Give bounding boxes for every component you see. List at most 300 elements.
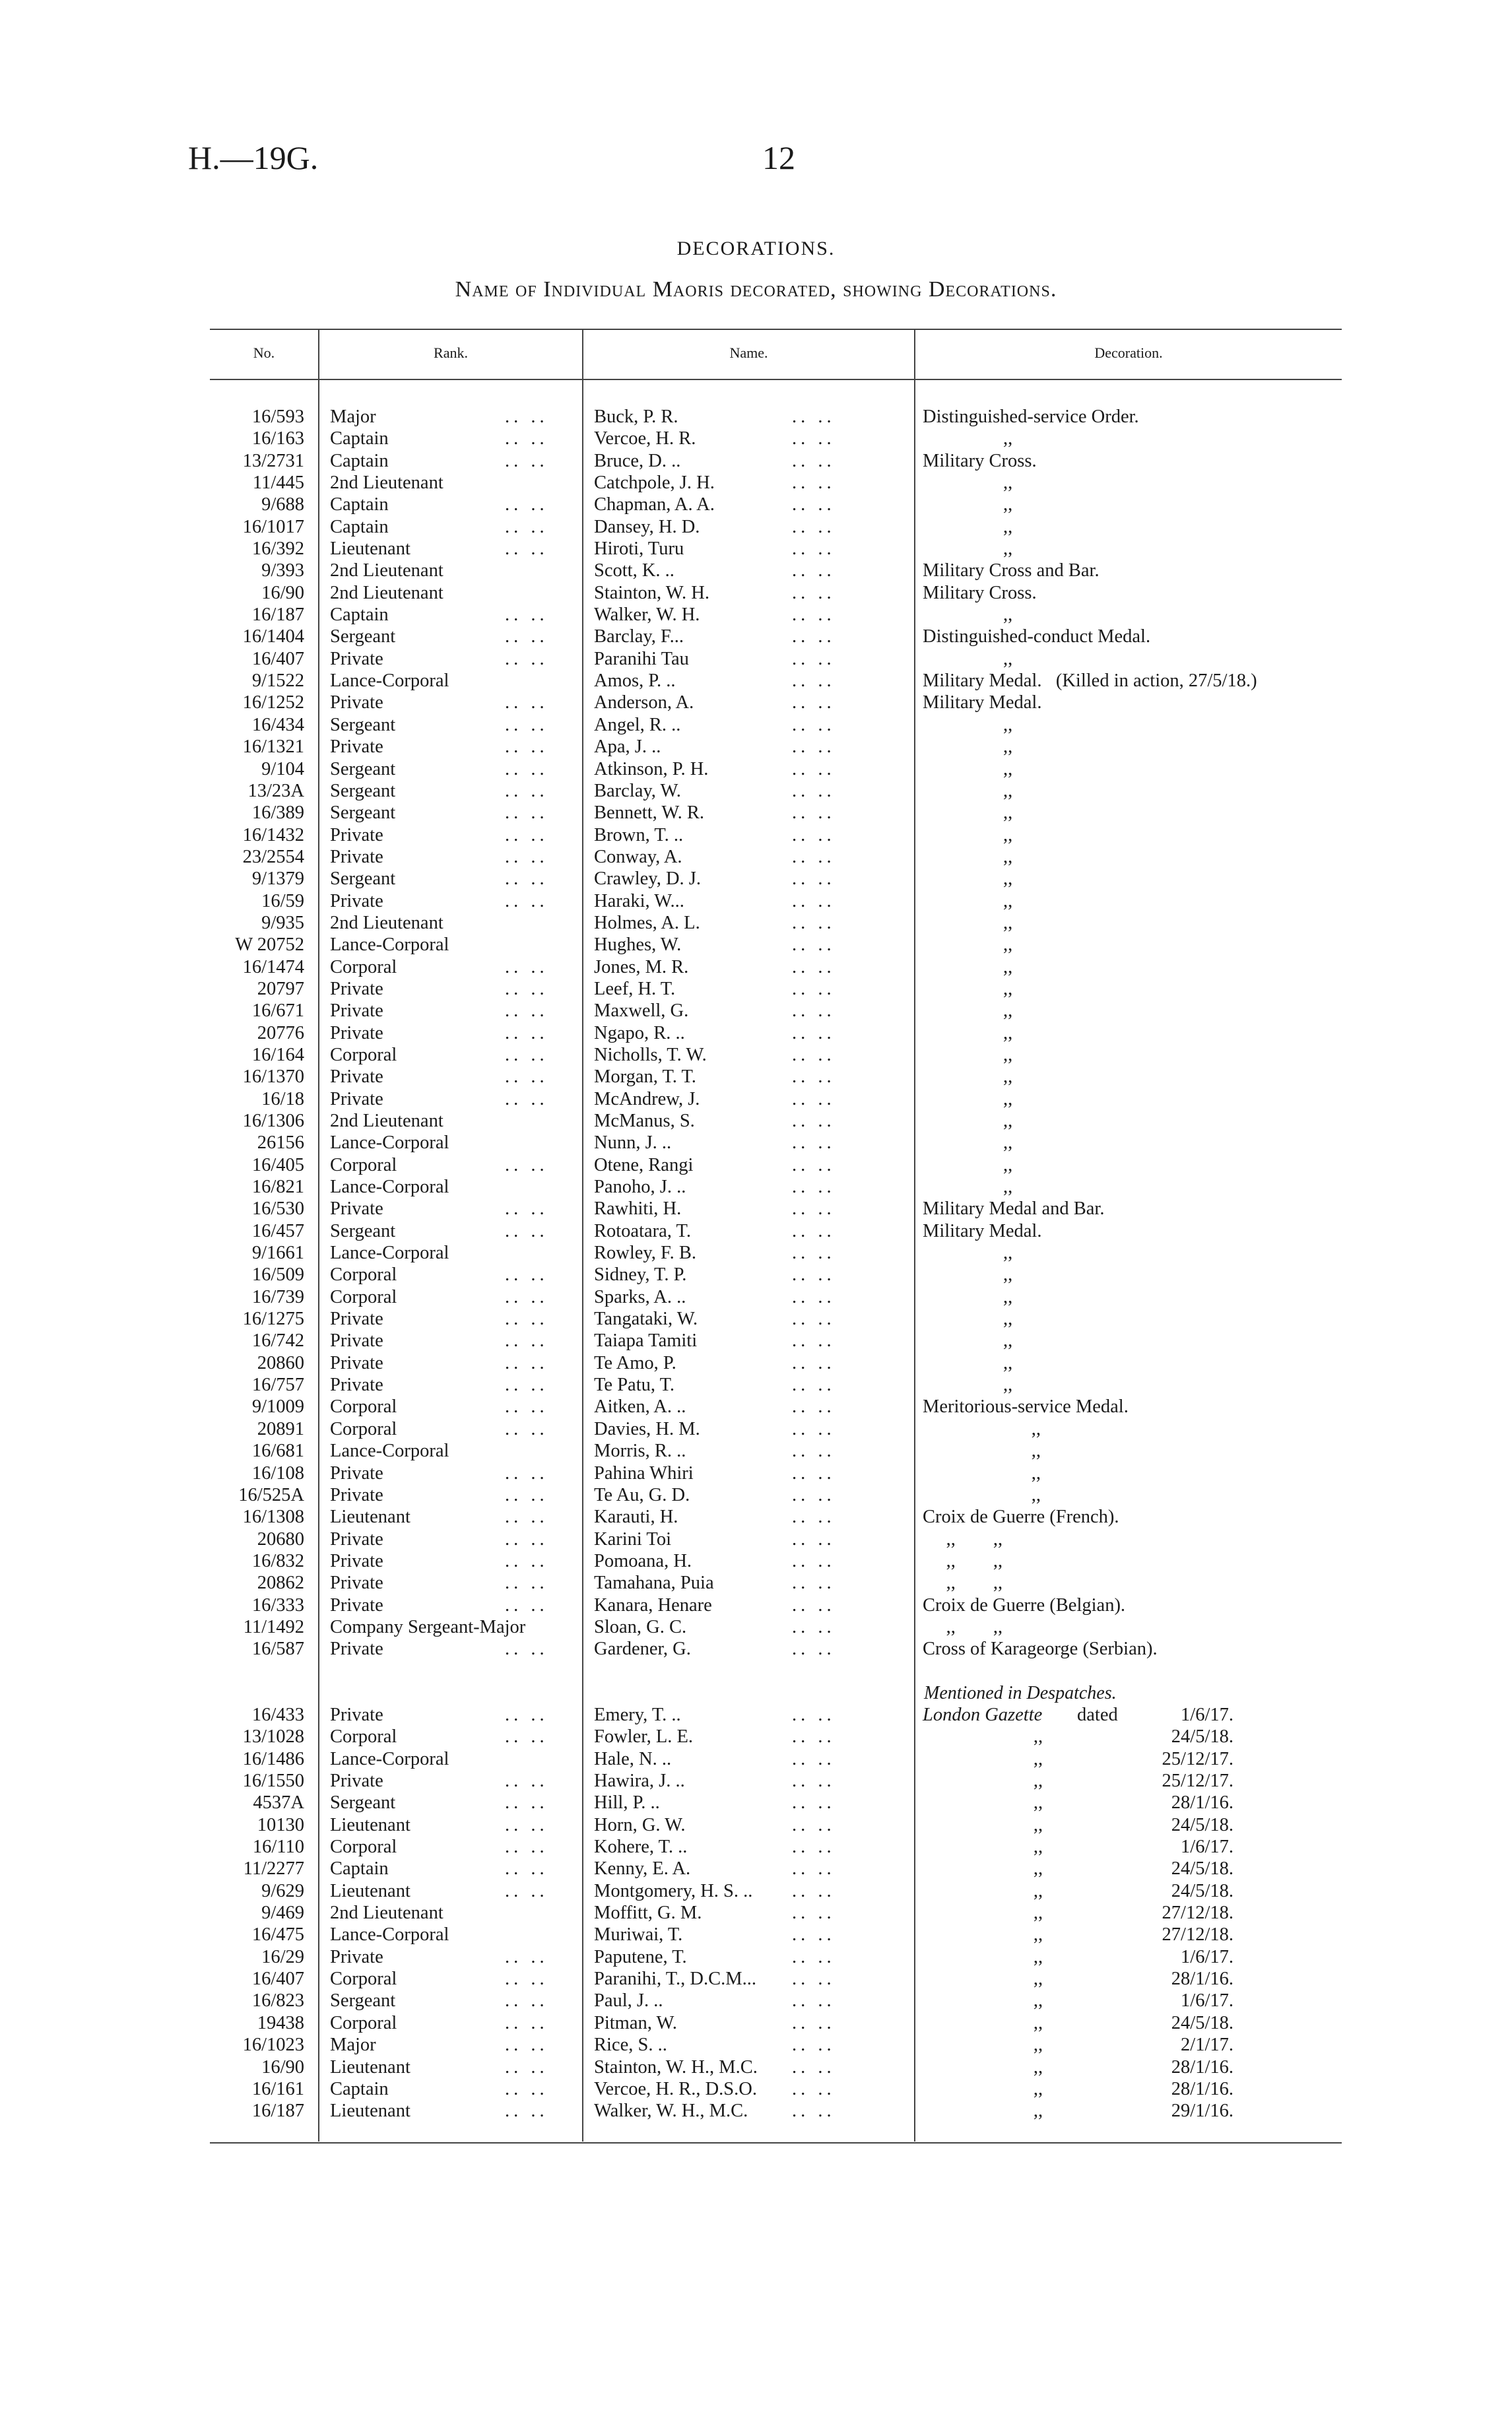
service-number: 16/475 <box>251 1924 304 1946</box>
rank: Lance-Corporal <box>330 1924 449 1946</box>
gazette-name: London Gazette <box>923 1705 1043 1725</box>
leader-dots: .. .. <box>792 758 836 779</box>
service-number: 16/434 <box>251 714 304 735</box>
despatches-table-body <box>0 1704 1512 2122</box>
service-number: 16/1308 <box>242 1507 304 1528</box>
leader-dots: .. .. <box>792 626 836 647</box>
leader-dots: .. .. <box>792 934 836 956</box>
leader-dots: .. .. <box>505 494 548 515</box>
soldier-name: Kenny, E. A. <box>594 1858 691 1880</box>
service-number: 16/433 <box>251 1705 304 1725</box>
soldier-name: Stainton, W. H., M.C. <box>594 2056 758 2078</box>
decoration: Meritorious-service Medal. <box>923 1396 1129 1418</box>
rank: Private <box>330 1066 383 1088</box>
leader-dots: .. .. <box>505 1375 548 1396</box>
table-row <box>0 1198 1512 1220</box>
table-caption: Name of Individual Maoris decorated, showing Decorations. <box>455 277 1057 302</box>
table-row <box>0 1066 1512 1088</box>
decoration: ,, <box>1003 1000 1013 1022</box>
service-number: 16/593 <box>251 407 304 427</box>
leader-dots: .. .. <box>505 803 548 824</box>
table-row <box>0 604 1512 626</box>
ditto-mark: ,, <box>1033 1726 1043 1748</box>
decoration: Croix de Guerre (French). <box>923 1507 1119 1528</box>
rank: Private <box>330 1550 383 1571</box>
leader-dots: .. .. <box>505 1484 548 1505</box>
rank: 2nd Lieutenant <box>330 1111 444 1131</box>
soldier-name: Barclay, W. <box>594 780 681 801</box>
service-number: 9/629 <box>261 1880 304 1901</box>
rank: Corporal <box>330 1396 397 1418</box>
soldier-name: Leef, H. T. <box>594 978 676 999</box>
decoration: ,, <box>1003 1286 1013 1307</box>
decoration: Military Cross. <box>923 450 1037 471</box>
soldier-name: Vercoe, H. R. <box>594 428 696 449</box>
table-row <box>0 868 1512 890</box>
leader-dots: .. .. <box>792 803 836 824</box>
service-number: 9/935 <box>261 912 304 933</box>
soldier-name: Paputene, T. <box>594 1946 687 1967</box>
decoration: ,, <box>1003 956 1013 977</box>
soldier-name: Conway, A. <box>594 846 682 867</box>
table-row <box>0 1132 1512 1154</box>
soldier-name: Emery, T. .. <box>594 1705 681 1725</box>
rank: Private <box>330 824 383 845</box>
table-row <box>0 626 1512 647</box>
decoration: Military Medal. <box>923 692 1042 713</box>
gazette-date: 28/1/16. <box>1171 2056 1233 2078</box>
leader-dots: .. .. <box>792 1220 836 1241</box>
leader-dots: .. .. <box>792 1573 836 1594</box>
rank: Private <box>330 1639 383 1660</box>
gazette-date: 1/6/17. <box>1181 1705 1233 1725</box>
leader-dots: .. .. <box>505 1264 548 1286</box>
table-row <box>0 1352 1512 1374</box>
service-number: 16/525A <box>238 1484 304 1505</box>
decoration: Military Medal and Bar. <box>923 1198 1105 1220</box>
soldier-name: Rawhiti, H. <box>594 1198 682 1220</box>
leader-dots: .. .. <box>792 473 836 494</box>
leader-dots: .. .. <box>792 1880 836 1901</box>
rank: Private <box>330 1000 383 1022</box>
leader-dots: .. .. <box>792 1088 836 1109</box>
ditto-mark: ,, <box>1033 1771 1043 1792</box>
soldier-name: Holmes, A. L. <box>594 912 700 933</box>
leader-dots: .. .. <box>792 1154 836 1175</box>
decoration: ,, <box>1003 1484 1041 1505</box>
service-number: 9/104 <box>261 758 304 779</box>
rank: Lance-Corporal <box>330 671 449 692</box>
rank: Corporal <box>330 2012 397 2033</box>
soldier-name: Taiapa Tamiti <box>594 1330 698 1352</box>
service-number: 16/1023 <box>242 2035 304 2056</box>
leader-dots: .. .. <box>505 1771 548 1792</box>
leader-dots: .. .. <box>792 1990 836 2012</box>
table-row <box>0 1550 1512 1572</box>
table-row <box>0 934 1512 956</box>
soldier-name: Rice, S. .. <box>594 2035 667 2056</box>
leader-dots: .. .. <box>792 1858 836 1880</box>
table-row <box>0 1440 1512 1462</box>
leader-dots: .. .. <box>792 494 836 515</box>
table-row <box>0 648 1512 670</box>
leader-dots: .. .. <box>505 1726 548 1748</box>
table-row <box>0 1792 1512 1814</box>
leader-dots: .. .. <box>792 1507 836 1528</box>
table-row <box>0 1110 1512 1132</box>
service-number: 20797 <box>257 978 304 999</box>
leader-dots: .. .. <box>505 1154 548 1175</box>
soldier-name: Atkinson, P. H. <box>594 758 709 779</box>
rank: Lance-Corporal <box>330 934 449 956</box>
soldier-name: Morgan, T. T. <box>594 1066 696 1088</box>
leader-dots: .. .. <box>792 1022 836 1043</box>
service-number: 16/1275 <box>242 1309 304 1330</box>
service-number: 16/671 <box>251 1000 304 1022</box>
leader-dots: .. .. <box>792 1330 836 1352</box>
soldier-name: Rowley, F. B. <box>594 1243 697 1264</box>
rank: Sergeant <box>330 1792 396 1814</box>
soldier-name: Gardener, G. <box>594 1639 691 1660</box>
table-row <box>0 692 1512 713</box>
service-number: 16/108 <box>251 1462 304 1484</box>
rank: Lance-Corporal <box>330 1441 449 1462</box>
service-number: 9/1009 <box>251 1396 304 1418</box>
service-number: 16/530 <box>251 1198 304 1220</box>
decoration: ,, <box>1003 1352 1013 1373</box>
soldier-name: Davies, H. M. <box>594 1418 700 1439</box>
table-row <box>0 1396 1512 1418</box>
column-header-decoration: Decoration. <box>1094 344 1163 361</box>
leader-dots: .. .. <box>792 2035 836 2056</box>
leader-dots: .. .. <box>792 890 836 911</box>
soldier-name: Scott, K. .. <box>594 560 674 581</box>
gazette-date: 27/12/18. <box>1162 1924 1233 1946</box>
gazette-date: 1/6/17. <box>1181 1837 1233 1858</box>
rank: Private <box>330 1309 383 1330</box>
leader-dots: .. .. <box>792 1264 836 1286</box>
decoration: ,, <box>1003 1111 1013 1131</box>
leader-dots: .. .. <box>505 978 548 999</box>
soldier-name: Apa, J. .. <box>594 737 661 758</box>
table-row <box>0 1264 1512 1286</box>
service-number: 16/1306 <box>242 1111 304 1131</box>
service-number: 20776 <box>257 1022 304 1043</box>
gazette-date: 24/5/18. <box>1171 1858 1233 1880</box>
leader-dots: .. .. <box>792 1639 836 1660</box>
soldier-name: Walker, W. H., M.C. <box>594 2101 748 2122</box>
service-number: 16/389 <box>251 803 304 824</box>
leader-dots: .. .. <box>505 737 548 758</box>
leader-dots: .. .. <box>505 2035 548 2056</box>
rank: Private <box>330 1705 383 1725</box>
soldier-name: Karauti, H. <box>594 1507 678 1528</box>
rank: Private <box>330 1088 383 1109</box>
service-number: 16/1321 <box>242 737 304 758</box>
decoration: ,, <box>1003 1022 1013 1043</box>
decoration: ,, <box>1003 803 1013 824</box>
gazette-date: 25/12/17. <box>1162 1771 1233 1792</box>
soldier-name: Angel, R. .. <box>594 714 681 735</box>
rank: Corporal <box>330 1418 397 1439</box>
service-number: 9/393 <box>261 560 304 581</box>
rank: Private <box>330 1484 383 1505</box>
service-number: 20891 <box>257 1418 304 1439</box>
soldier-name: Pitman, W. <box>594 2012 677 2033</box>
service-number: 16/757 <box>251 1375 304 1396</box>
soldier-name: Hiroti, Turu <box>594 539 684 560</box>
service-number: 19438 <box>257 2012 304 2033</box>
leader-dots: .. .. <box>792 978 836 999</box>
ditto-mark: ,, <box>1033 2012 1043 2033</box>
decoration: ,, <box>1003 516 1013 537</box>
table-row <box>0 1000 1512 1022</box>
gazette-date: 2/1/17. <box>1181 2035 1233 2056</box>
decoration: ,, ,, <box>923 1573 1003 1594</box>
table-row <box>0 1748 1512 1770</box>
service-number: 9/1661 <box>251 1243 304 1264</box>
leader-dots: .. .. <box>505 1066 548 1088</box>
soldier-name: Amos, P. .. <box>594 671 676 692</box>
leader-dots: .. .. <box>505 539 548 560</box>
leader-dots: .. .. <box>792 1000 836 1022</box>
service-number: 16/164 <box>251 1044 304 1065</box>
leader-dots: .. .. <box>505 1418 548 1439</box>
table-row <box>0 736 1512 758</box>
service-number: 4537A <box>253 1792 304 1814</box>
decoration: Croix de Guerre (Belgian). <box>923 1594 1126 1616</box>
leader-dots: .. .. <box>792 1969 836 1990</box>
service-number: 16/90 <box>261 2056 304 2078</box>
rank: Private <box>330 1352 383 1373</box>
leader-dots: .. .. <box>792 539 836 560</box>
gazette-date: 28/1/16. <box>1171 1792 1233 1814</box>
leader-dots: .. .. <box>505 1550 548 1571</box>
service-number: 20680 <box>257 1528 304 1550</box>
table-row <box>0 1638 1512 1660</box>
service-number: 20862 <box>257 1573 304 1594</box>
decoration: ,, <box>1003 1462 1041 1484</box>
rank: Private <box>330 692 383 713</box>
leader-dots: .. .. <box>505 2078 548 2099</box>
leader-dots: .. .. <box>792 1044 836 1065</box>
leader-dots: .. .. <box>792 912 836 933</box>
decoration: ,, <box>1003 1309 1013 1330</box>
leader-dots: .. .. <box>792 605 836 626</box>
table-row <box>0 846 1512 868</box>
service-number: 16/187 <box>251 605 304 626</box>
soldier-name: Morris, R. .. <box>594 1441 686 1462</box>
soldier-name: Haraki, W... <box>594 890 684 911</box>
leader-dots: .. .. <box>505 780 548 801</box>
ditto-mark: ,, <box>1033 2078 1043 2099</box>
soldier-name: Otene, Rangi <box>594 1154 694 1175</box>
service-number: 16/1252 <box>242 692 304 713</box>
soldier-name: Brown, T. .. <box>594 824 684 845</box>
rank: Major <box>330 2035 376 2056</box>
leader-dots: .. .. <box>505 1639 548 1660</box>
rank: Corporal <box>330 1969 397 1990</box>
leader-dots: .. .. <box>505 714 548 735</box>
rank: Lieutenant <box>330 1507 411 1528</box>
leader-dots: .. .. <box>505 1000 548 1022</box>
rank: Sergeant <box>330 626 396 647</box>
gazette-date: 28/1/16. <box>1171 2078 1233 2099</box>
soldier-name: Pomoana, H. <box>594 1550 692 1571</box>
rank: Captain <box>330 2078 389 2099</box>
leader-dots: .. .. <box>505 1880 548 1901</box>
table-row <box>0 1836 1512 1858</box>
decoration: ,, <box>1003 605 1013 626</box>
rank: Corporal <box>330 956 397 977</box>
leader-dots: .. .. <box>505 824 548 845</box>
leader-dots: .. .. <box>505 516 548 537</box>
table-row <box>0 2034 1512 2056</box>
leader-dots: .. .. <box>792 1352 836 1373</box>
leader-dots: .. .. <box>792 1066 836 1088</box>
rank: Private <box>330 1946 383 1967</box>
leader-dots: .. .. <box>792 1903 836 1924</box>
table-row <box>0 1704 1512 1726</box>
leader-dots: .. .. <box>505 626 548 647</box>
table-row <box>0 1770 1512 1792</box>
leader-dots: .. .. <box>792 1396 836 1418</box>
rank: Corporal <box>330 1286 397 1307</box>
soldier-name: Hale, N. .. <box>594 1748 672 1769</box>
leader-dots: .. .. <box>792 2012 836 2033</box>
service-number: 16/1370 <box>242 1066 304 1088</box>
decoration: ,, <box>1003 1243 1013 1264</box>
rank: Corporal <box>330 1264 397 1286</box>
leader-dots: .. .. <box>792 1111 836 1131</box>
decoration: ,, <box>1003 780 1013 801</box>
service-number: 23/2554 <box>242 846 304 867</box>
decoration: ,, <box>1003 494 1013 515</box>
leader-dots: .. .. <box>792 1243 836 1264</box>
decoration: Military Medal. <box>923 1220 1042 1241</box>
rank: Private <box>330 1771 383 1792</box>
rank: 2nd Lieutenant <box>330 1903 444 1924</box>
soldier-name: Walker, W. H. <box>594 605 700 626</box>
decoration: Military Cross. <box>923 582 1037 603</box>
ditto-mark: ,, <box>1033 1814 1043 1835</box>
leader-dots: .. .. <box>792 1286 836 1307</box>
service-number: 16/739 <box>251 1286 304 1307</box>
ditto-mark: ,, <box>1033 1880 1043 1901</box>
leader-dots: .. .. <box>505 1044 548 1065</box>
decoration: ,, <box>1003 1088 1013 1109</box>
leader-dots: .. .. <box>792 1375 836 1396</box>
soldier-name: Kanara, Henare <box>594 1594 712 1616</box>
ditto-mark: ,, <box>1033 2101 1043 2122</box>
leader-dots: .. .. <box>505 1969 548 1990</box>
decoration: ,, <box>1003 890 1013 911</box>
decoration: ,, ,, <box>923 1528 1003 1550</box>
leader-dots: .. .. <box>505 1837 548 1858</box>
rank: Corporal <box>330 1837 397 1858</box>
rank: 2nd Lieutenant <box>330 912 444 933</box>
leader-dots: .. .. <box>505 1198 548 1220</box>
service-number: 16/1017 <box>242 516 304 537</box>
leader-dots: .. .. <box>505 1022 548 1043</box>
decoration: ,, <box>1003 934 1013 956</box>
service-number: 13/2731 <box>242 450 304 471</box>
table-row <box>0 450 1512 472</box>
ditto-mark: ,, <box>1033 1990 1043 2012</box>
service-number: 16/742 <box>251 1330 304 1352</box>
soldier-name: Panoho, J. .. <box>594 1177 686 1198</box>
document-code: H.—19G. <box>188 139 319 176</box>
leader-dots: .. .. <box>792 846 836 867</box>
soldier-name: Paranihi, T., D.C.M... <box>594 1969 756 1990</box>
table-row <box>0 758 1512 780</box>
rank: Sergeant <box>330 780 396 801</box>
table-row <box>0 1176 1512 1198</box>
table-bottom-rule <box>210 2142 1342 2144</box>
rank: 2nd Lieutenant <box>330 473 444 494</box>
rank: Lance-Corporal <box>330 1748 449 1769</box>
leader-dots: .. .. <box>792 1484 836 1505</box>
decoration: ,, ,, <box>923 1550 1003 1571</box>
table-row <box>0 670 1512 692</box>
soldier-name: Te Patu, T. <box>594 1375 675 1396</box>
leader-dots: .. .. <box>792 671 836 692</box>
leader-dots: .. .. <box>792 1748 836 1769</box>
soldier-name: Buck, P. R. <box>594 407 678 427</box>
decoration: ,, <box>1003 978 1013 999</box>
table-row <box>0 2012 1512 2034</box>
table-row <box>0 1484 1512 1506</box>
gazette-date: 24/5/18. <box>1171 1814 1233 1835</box>
rank: Sergeant <box>330 803 396 824</box>
table-row <box>0 1946 1512 1968</box>
service-number: 16/587 <box>251 1639 304 1660</box>
decoration: Cross of Karageorge (Serbian). <box>923 1639 1158 1660</box>
decoration: ,, <box>1003 1066 1013 1088</box>
service-number: 16/1474 <box>242 956 304 977</box>
soldier-name: Kohere, T. .. <box>594 1837 688 1858</box>
table-row <box>0 1374 1512 1396</box>
service-number: 16/59 <box>261 890 304 911</box>
ditto-mark: ,, <box>1033 2035 1043 2056</box>
leader-dots: .. .. <box>792 1594 836 1616</box>
table-row <box>0 1044 1512 1066</box>
leader-dots: .. .. <box>505 1814 548 1835</box>
table-row <box>0 2056 1512 2078</box>
rank: Sergeant <box>330 714 396 735</box>
gazette-date: 24/5/18. <box>1171 1726 1233 1748</box>
table-row <box>0 1726 1512 1748</box>
gazette-date: 1/6/17. <box>1181 1990 1233 2012</box>
rank: Private <box>330 1198 383 1220</box>
ditto-mark: ,, <box>1033 1858 1043 1880</box>
leader-dots: .. .. <box>505 1286 548 1307</box>
table-row <box>0 780 1512 802</box>
leader-dots: .. .. <box>792 1528 836 1550</box>
soldier-name: Moffitt, G. M. <box>594 1903 702 1924</box>
leader-dots: .. .. <box>505 1330 548 1352</box>
soldier-name: Ngapo, R. .. <box>594 1022 685 1043</box>
leader-dots: .. .. <box>505 450 548 471</box>
soldier-name: Bennett, W. R. <box>594 803 705 824</box>
service-number: 16/832 <box>251 1550 304 1571</box>
leader-dots: .. .. <box>792 1309 836 1330</box>
decoration: Distinguished-service Order. <box>923 407 1139 427</box>
leader-dots: .. .. <box>505 1705 548 1725</box>
rank: Private <box>330 1375 383 1396</box>
leader-dots: .. .. <box>792 737 836 758</box>
service-number: 16/509 <box>251 1264 304 1286</box>
